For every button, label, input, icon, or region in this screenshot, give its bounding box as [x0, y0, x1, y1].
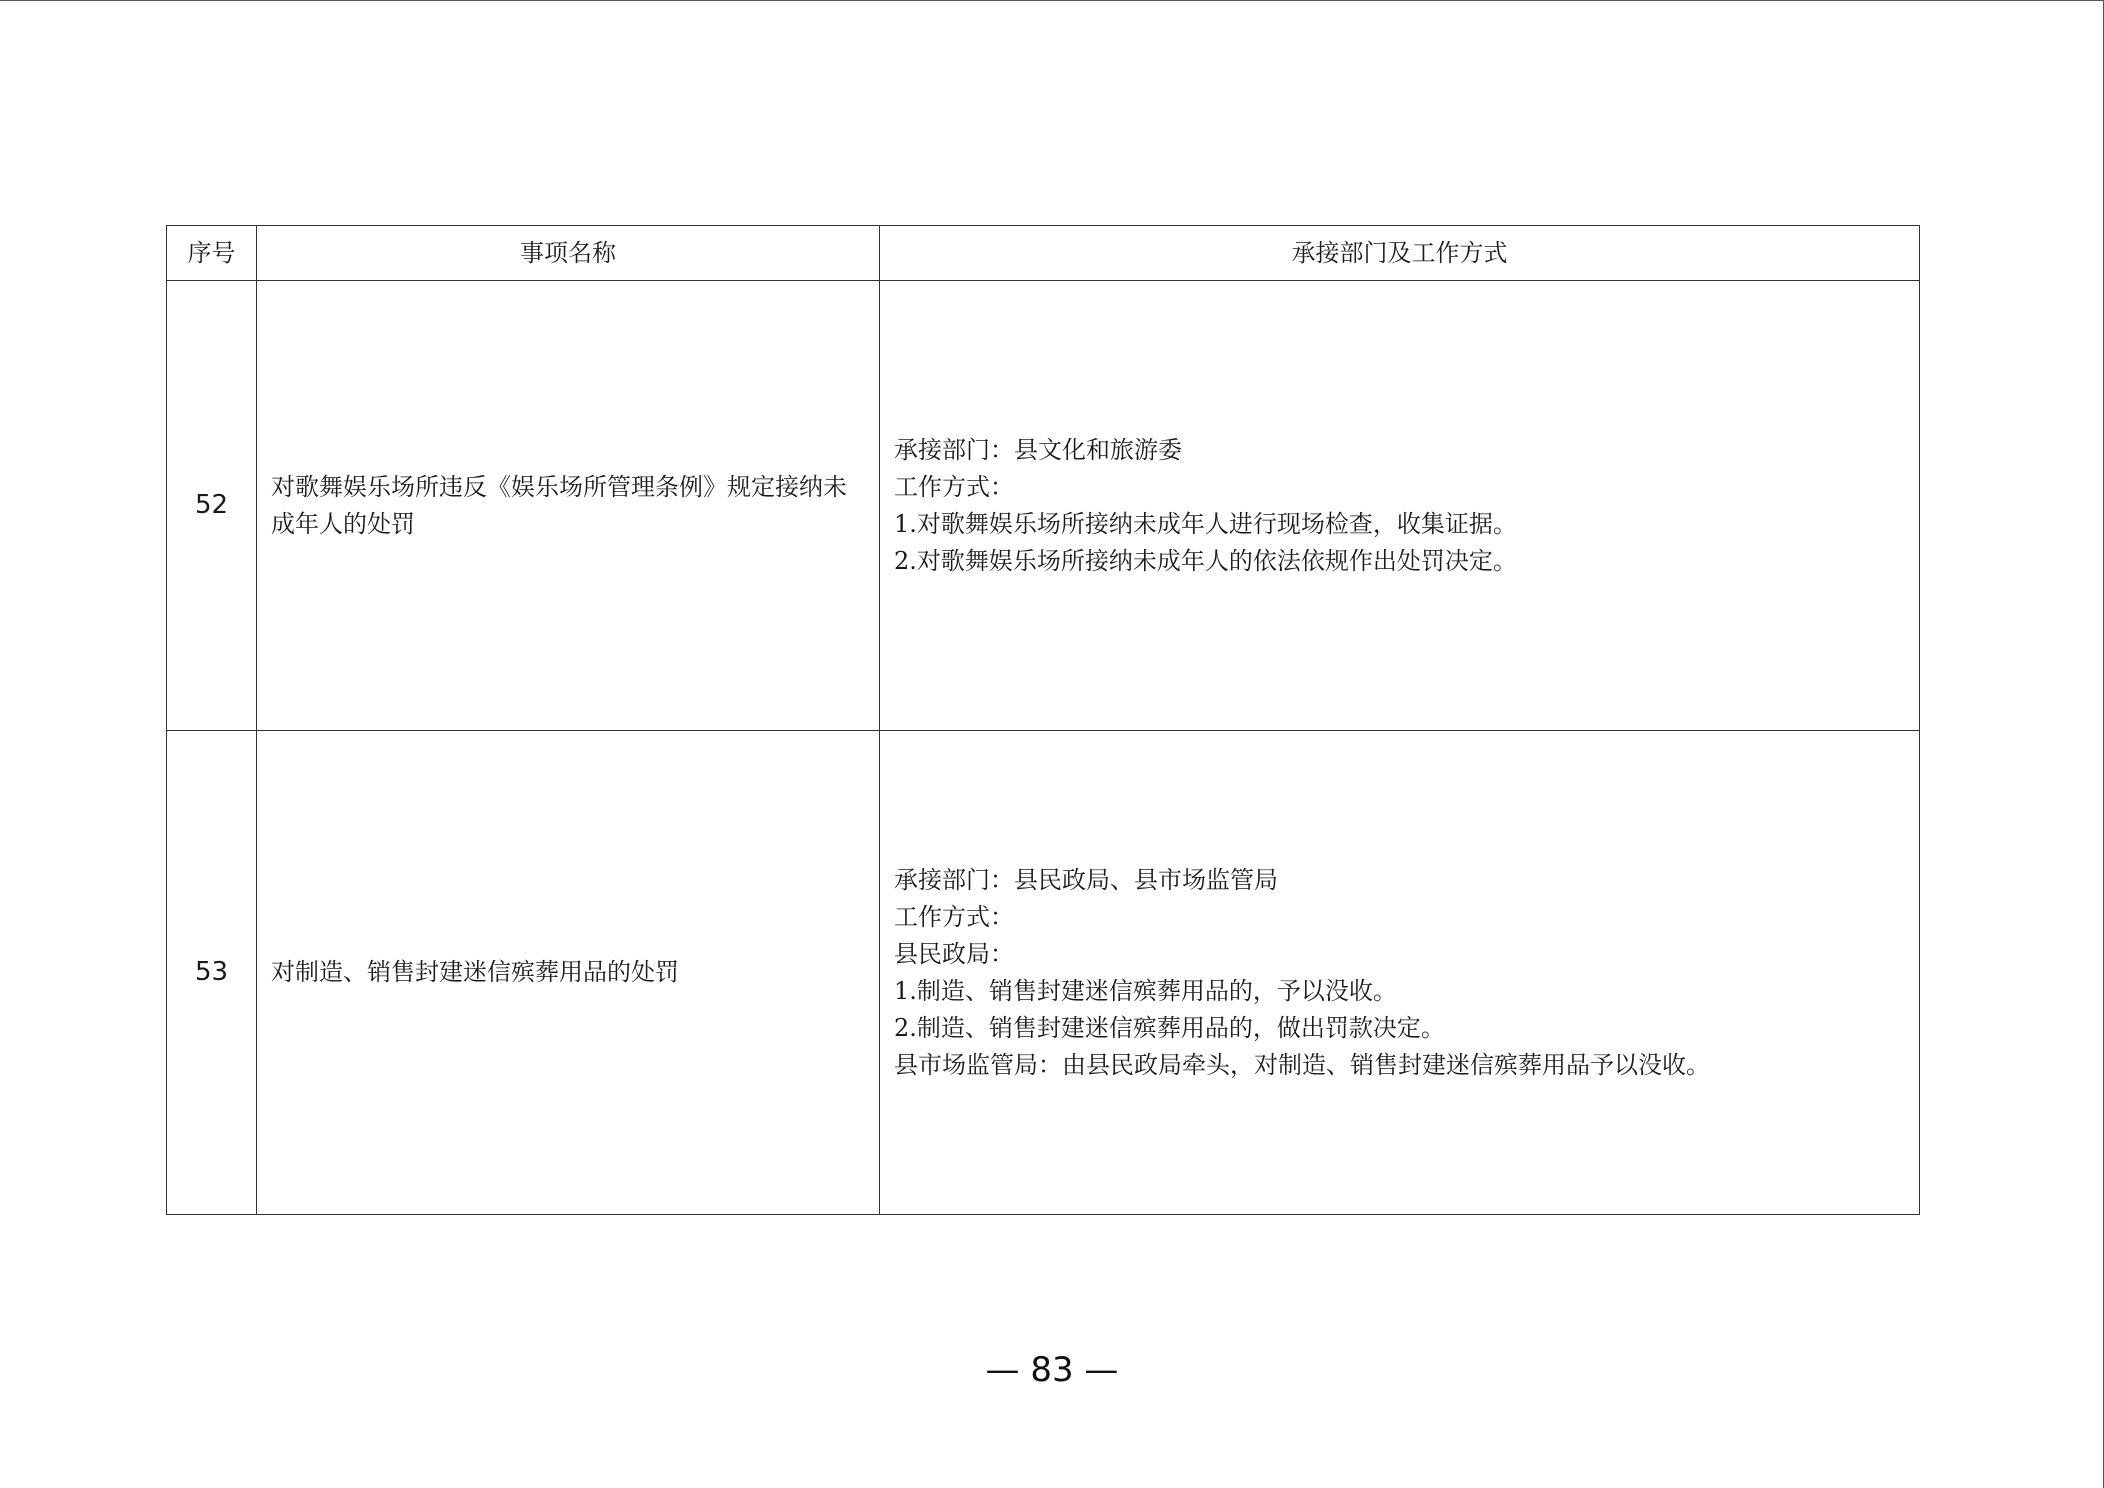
row-department-method	[880, 281, 1920, 731]
header-item-name: 事项名称	[257, 226, 880, 281]
dept-line: 县市场监管局：由县民政局牵头，对制造、销售封建迷信殡葬用品予以没收。	[894, 1050, 1710, 1079]
page-number: — 83 —	[985, 1350, 1119, 1390]
row-seq: 53	[167, 731, 257, 1215]
table-row	[167, 731, 1920, 1215]
dept-line: 县民政局：	[894, 939, 1014, 968]
table-header-row	[167, 226, 1920, 281]
dept-line: 2.对歌舞娱乐场所接纳未成年人的依法依规作出处罚决定。	[894, 546, 1517, 575]
table-row	[167, 281, 1920, 731]
matters-table	[166, 225, 1920, 1215]
dept-line: 2.制造、销售封建迷信殡葬用品的，做出罚款决定。	[894, 1013, 1445, 1042]
row-item-name: 对制造、销售封建迷信殡葬用品的处罚	[257, 731, 880, 1215]
dept-line: 工作方式：	[894, 472, 1014, 501]
header-department-method: 承接部门及工作方式	[880, 226, 1920, 281]
dept-line: 工作方式：	[894, 902, 1014, 931]
header-seq: 序号	[167, 226, 257, 281]
dept-line: 承接部门：县民政局、县市场监管局	[894, 865, 1278, 894]
row-item-name: 对歌舞娱乐场所违反《娱乐场所管理条例》规定接纳未成年人的处罚	[257, 281, 880, 731]
dept-line: 1.对歌舞娱乐场所接纳未成年人进行现场检查，收集证据。	[894, 509, 1517, 538]
dept-line: 承接部门：县文化和旅游委	[894, 435, 1182, 464]
row-department-method	[880, 731, 1920, 1215]
dept-line: 1.制造、销售封建迷信殡葬用品的，予以没收。	[894, 976, 1397, 1005]
row-seq: 52	[167, 281, 257, 731]
